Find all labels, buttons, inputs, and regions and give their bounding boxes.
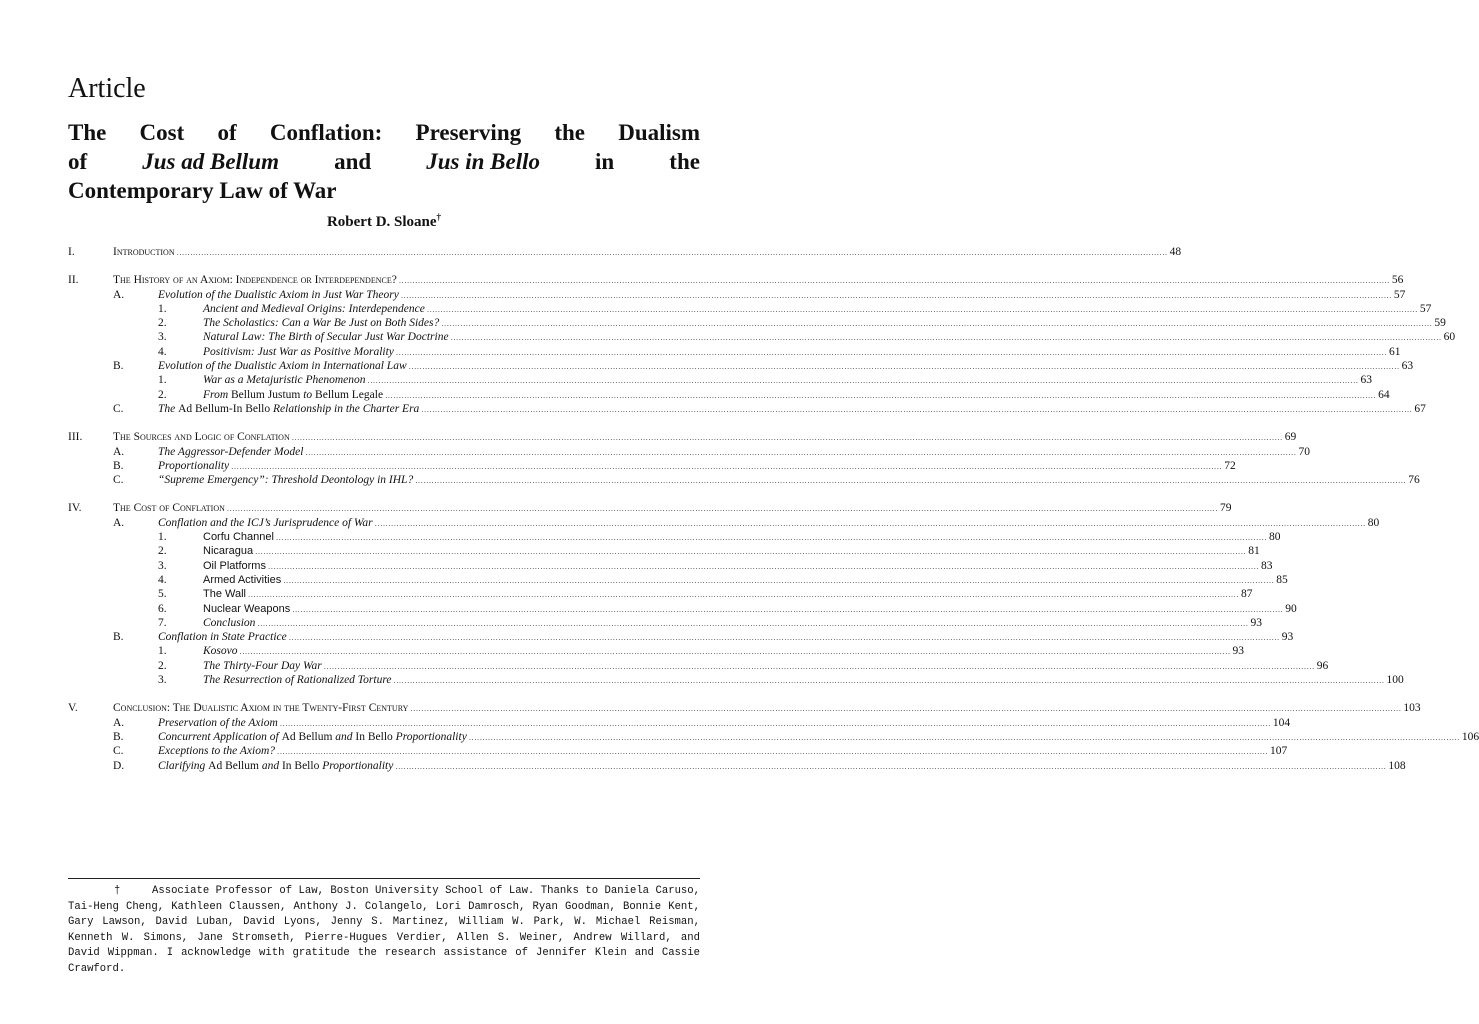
toc-entry-title-part: The Wall	[203, 588, 246, 601]
footnote-divider	[68, 878, 700, 879]
toc-entry-title-part: The Scholastics: Can a War Be Just on Both Sides?	[203, 317, 440, 330]
title-word: of	[217, 120, 237, 145]
toc-entry-page: 67	[1414, 402, 1426, 415]
toc-entry-number: II.	[68, 274, 79, 287]
toc-entry-title	[158, 744, 275, 758]
toc-dot-leader	[409, 360, 1400, 374]
toc-entry-number: V.	[68, 702, 78, 715]
toc-entry[interactable]	[68, 330, 1456, 344]
toc-dot-leader	[276, 531, 1267, 545]
toc-entry-title-part: Clarifying	[158, 759, 209, 772]
toc-entry[interactable]	[68, 701, 1421, 715]
toc-entry-title-part: Ancient and Medieval Origins: Interdependence	[203, 302, 425, 315]
toc-dot-leader	[177, 246, 1168, 260]
title-line-2	[68, 147, 700, 176]
toc-entry-title	[113, 430, 290, 444]
toc-entry-title-part: Proportionality	[392, 730, 467, 743]
toc-entry[interactable]	[68, 402, 1426, 416]
toc-dot-leader	[367, 374, 1358, 388]
toc-entry-title-part: War as a Metajuristic Phenomenon	[203, 374, 366, 387]
toc-entry-title	[203, 316, 439, 330]
toc-dot-leader	[415, 474, 1406, 488]
toc-entry-title-part: Proportionality	[158, 459, 230, 472]
toc-entry-page: 87	[1241, 588, 1253, 601]
toc-entry-page: 85	[1276, 573, 1288, 586]
toc-entry-page: 80	[1367, 516, 1380, 529]
toc-dot-leader	[305, 446, 1296, 460]
toc-dot-leader	[421, 403, 1412, 417]
toc-entry[interactable]	[68, 644, 1245, 658]
title-word: the	[669, 149, 700, 174]
toc-entry[interactable]	[68, 616, 1262, 630]
toc-entry-title	[203, 544, 253, 558]
toc-entry-title-part: Preservation of the Axiom	[158, 716, 278, 729]
toc-entry-title-part: Natural Law: The Birth of Secular Just War Doctrine	[203, 331, 449, 344]
toc-entry-number: B.	[113, 459, 124, 472]
article-title	[68, 118, 700, 205]
toc-entry-number: B.	[113, 631, 124, 644]
toc-entry[interactable]	[68, 501, 1232, 515]
title-word: Preserving	[415, 120, 522, 145]
toc-entry-number: 1.	[158, 531, 167, 544]
toc-entry-title-part: The Cost of Conflation	[113, 502, 225, 515]
toc-entry-number: 2.	[158, 317, 167, 330]
toc-entry-number: III.	[68, 431, 83, 444]
toc-entry[interactable]	[68, 388, 1390, 402]
toc-entry-page: 60	[1443, 331, 1456, 344]
toc-entry[interactable]	[68, 430, 1297, 444]
toc-entry-title-part: and	[258, 759, 282, 772]
toc-dot-leader	[410, 702, 1401, 716]
toc-entry[interactable]	[68, 316, 1446, 330]
toc-entry-title-part: Introduction	[113, 246, 175, 258]
toc-dot-leader	[268, 560, 1259, 574]
toc-entry-title	[203, 673, 391, 687]
toc-entry-page: 83	[1261, 559, 1273, 572]
toc-entry-title-part: Conclusion: The Dualistic Axiom in the Twenty-First Century	[113, 702, 409, 715]
title-word: the	[554, 120, 585, 145]
toc-entry-title	[203, 373, 365, 387]
toc-entry-number: 3.	[158, 331, 167, 344]
toc-entry-title-part: Bellum Justum	[231, 388, 301, 401]
toc-entry[interactable]	[68, 345, 1401, 359]
toc-entry-page: 107	[1270, 745, 1288, 758]
toc-entry[interactable]	[68, 445, 1310, 459]
toc-entry-title-part: Bellum Legale	[315, 388, 384, 401]
toc-dot-leader	[227, 502, 1218, 516]
toc-entry-title-part: Relationship in the Charter Era	[270, 402, 420, 415]
toc-entry[interactable]	[68, 459, 1236, 473]
toc-entry-title-part: Proportionality	[319, 759, 394, 772]
toc-entry-number: 6.	[158, 602, 167, 615]
toc-dot-leader	[283, 574, 1274, 588]
toc-dot-leader	[255, 545, 1246, 559]
toc-entry-page: 70	[1298, 445, 1310, 458]
toc-entry-title	[203, 644, 238, 658]
toc-entry-page: 90	[1285, 602, 1297, 615]
toc-dot-leader	[469, 731, 1460, 745]
toc-entry-title	[158, 716, 278, 730]
toc-entry-title	[203, 530, 274, 544]
toc-entry-number: 4.	[158, 345, 167, 358]
toc-entry-title	[158, 459, 229, 473]
toc-spacer	[68, 687, 700, 701]
toc-entry-number: A.	[113, 288, 125, 301]
toc-entry-page: 56	[1391, 274, 1404, 287]
toc-entry-title-part: Positivism: Just War as Positive Morality	[203, 345, 394, 358]
title-word: The	[68, 120, 107, 145]
toc-entry-number: 2.	[158, 388, 167, 401]
toc-entry-title-part: Conflation and the ICJ’s Jurisprudence of War	[158, 516, 373, 529]
toc-dot-leader	[248, 588, 1239, 602]
toc-entry-title-part: Armed Activities	[203, 573, 282, 586]
toc-entry-number: 2.	[158, 545, 167, 558]
toc-entry-title-part: The Sources and Logic of Conflation	[113, 431, 290, 444]
toc-entry[interactable]	[68, 587, 1253, 601]
toc-dot-leader	[231, 460, 1222, 474]
toc-entry-number: C.	[113, 745, 124, 758]
title-line-3: Contemporary Law of War	[68, 178, 337, 203]
toc-entry-title	[158, 288, 399, 302]
toc-entry-title-part: Kosovo	[203, 645, 238, 658]
toc-entry-number: 3.	[158, 559, 167, 572]
title-word: Cost	[139, 120, 185, 145]
footnote	[68, 884, 700, 978]
toc-entry-page: 63	[1360, 374, 1373, 387]
toc-entry-number: 3.	[158, 674, 167, 687]
toc-entry-page: 93	[1250, 616, 1262, 629]
toc-entry-page: 81	[1248, 545, 1260, 558]
table-of-contents	[68, 245, 1479, 773]
article-label: Article	[68, 73, 146, 104]
toc-entry-title-part: Concurrent Application of	[158, 730, 282, 743]
toc-entry-number: A.	[113, 516, 125, 529]
toc-entry-page: 69	[1284, 431, 1297, 444]
title-word: of	[68, 149, 88, 174]
toc-entry-number: 1.	[158, 302, 167, 315]
toc-entry-page: 93	[1281, 631, 1294, 644]
author-name: Robert D. Sloane	[326, 214, 437, 230]
toc-entry-title	[203, 388, 383, 402]
toc-entry-page: 57	[1419, 302, 1432, 315]
toc-entry-page: 59	[1434, 317, 1446, 330]
toc-entry-title	[203, 587, 246, 601]
toc-entry-title	[203, 602, 290, 616]
title-word: Conflation:	[269, 120, 383, 145]
toc-entry-title-part: Exceptions to the Axiom?	[158, 745, 275, 758]
toc-entry-title-part: From	[203, 388, 232, 401]
title-word: Dualism	[618, 120, 700, 145]
toc-entry-title-part: Ad Bellum	[281, 730, 333, 743]
toc-entry-title	[113, 501, 225, 515]
toc-entry-number: I.	[68, 246, 75, 258]
toc-entry-title	[113, 245, 175, 259]
toc-entry-title	[203, 302, 425, 316]
toc-entry-number: C.	[113, 474, 124, 487]
toc-entry-page: 100	[1386, 674, 1404, 687]
toc-entry-title-part: The Thirty-Four Day War	[203, 659, 322, 672]
toc-entry-page: 104	[1272, 716, 1291, 729]
toc-dot-leader	[401, 289, 1392, 303]
toc-dot-leader	[399, 274, 1390, 288]
toc-dot-leader	[385, 389, 1376, 403]
toc-entry-title-part: “Supreme Emergency”: Threshold Deontology in IHL?	[158, 474, 414, 487]
toc-entry[interactable]	[68, 530, 1281, 544]
toc-entry-title-part: The Resurrection of Rationalized Torture	[203, 674, 392, 687]
toc-entry-page: 80	[1268, 531, 1281, 544]
toc-entry-title	[158, 445, 303, 459]
toc-dot-leader	[292, 603, 1283, 617]
toc-entry-title-part: Ad Bellum	[208, 759, 259, 772]
author-byline	[0, 212, 768, 232]
toc-entry-title	[203, 559, 266, 573]
toc-entry-title-part: and	[332, 730, 356, 743]
toc-entry[interactable]	[68, 559, 1273, 573]
toc-entry-title	[203, 659, 322, 673]
toc-entry-page: 64	[1378, 388, 1390, 401]
toc-entry[interactable]	[68, 573, 1288, 587]
toc-entry-title-part: Nuclear Weapons	[203, 602, 291, 615]
toc-entry-page: 93	[1232, 645, 1245, 658]
toc-entry-title-part: In Bello	[281, 759, 320, 772]
toc-spacer	[68, 416, 700, 430]
toc-entry-title-part: In Bello	[355, 730, 393, 743]
toc-entry-title-part: Ad Bellum-In Bello	[178, 402, 271, 415]
toc-entry-title	[113, 273, 397, 287]
toc-entry[interactable]	[68, 602, 1297, 616]
toc-entry-number: 5.	[158, 588, 167, 601]
toc-entry-page: 96	[1316, 659, 1329, 672]
footnote-text: Associate Professor of Law, Boston University School of Law. Thanks to Daniela Caruso, Tai-Heng Cheng, Kathleen Claussen, Anthony J. Colangelo, Lori Damrosch, Ryan Goodman, Bonnie Kent, Gary Lawson, David Luban, David Lyons, Jenny S. Martinez, William W. Park, W. Michael Reisman, Kenneth W. Simons, Jane Stromseth, Pierre-Hugues Verdier, Allen S. Weiner, Andrew Willard, and David Wippman. I acknowledge with gratitude the research assistance of Jennifer Klein and Cassie Crawford.	[68, 885, 700, 975]
toc-entry-number: 1.	[158, 645, 167, 658]
toc-entry[interactable]	[68, 744, 1288, 758]
toc-entry-number: IV.	[68, 502, 82, 515]
toc-entry-number: D.	[113, 759, 125, 772]
toc-entry-title	[203, 345, 394, 359]
toc-entry-number: 1.	[158, 374, 167, 387]
toc-entry-page: 61	[1388, 345, 1401, 358]
toc-entry-page: 63	[1401, 360, 1414, 373]
toc-dot-leader	[427, 303, 1418, 317]
toc-entry-number: B.	[113, 360, 124, 373]
toc-entry[interactable]	[68, 630, 1294, 644]
toc-entry-number: C.	[113, 402, 124, 415]
toc-entry-number: 2.	[158, 659, 167, 672]
toc-entry[interactable]	[68, 302, 1432, 316]
toc-entry-number: B.	[113, 730, 124, 743]
toc-dot-leader	[280, 717, 1271, 731]
toc-entry-title	[158, 759, 393, 773]
toc-entry[interactable]	[68, 473, 1420, 487]
toc-entry-title	[203, 573, 281, 587]
toc-entry-number: 7.	[158, 616, 167, 629]
toc-entry-page: 76	[1408, 474, 1420, 487]
toc-entry[interactable]	[68, 245, 1182, 259]
toc-entry-number: A.	[113, 716, 125, 729]
toc-entry-page: 72	[1224, 459, 1236, 472]
toc-entry-title-part: Nicaragua	[203, 545, 254, 558]
toc-entry-title-part: The	[158, 402, 179, 415]
toc-entry[interactable]	[68, 659, 1329, 673]
toc-entry-title	[158, 516, 373, 530]
toc-entry-title-part: Conflation in State Practice	[158, 631, 287, 644]
toc-entry[interactable]	[68, 516, 1380, 530]
title-line-1	[68, 118, 700, 147]
toc-entry-title-part: The History of an Axiom: Independence or Interdependence?	[113, 274, 397, 287]
toc-entry-page: 79	[1219, 502, 1232, 515]
toc-entry-page: 103	[1403, 702, 1421, 715]
toc-entry-page: 106	[1461, 730, 1479, 743]
toc-entry-title	[158, 473, 413, 487]
toc-dot-leader	[277, 745, 1268, 759]
toc-entry-title-part: Evolution of the Dualistic Axiom in International Law	[158, 360, 407, 373]
toc-spacer	[68, 259, 700, 273]
toc-entry-page: 48	[1169, 246, 1182, 258]
toc-entry-title-part: Conclusion	[203, 616, 256, 629]
toc-entry[interactable]	[68, 759, 1406, 773]
toc-dot-leader	[441, 317, 1432, 331]
toc-entry-title	[203, 616, 255, 630]
toc-entry-title	[158, 730, 467, 744]
toc-dot-leader	[396, 346, 1387, 360]
toc-spacer	[68, 487, 700, 501]
toc-entry[interactable]	[68, 544, 1260, 558]
toc-dot-leader	[289, 631, 1280, 645]
toc-entry[interactable]	[68, 273, 1404, 287]
toc-dot-leader	[375, 517, 1366, 531]
toc-entry-title-part: to	[300, 388, 316, 401]
toc-entry-title	[158, 359, 407, 373]
toc-entry[interactable]	[68, 359, 1414, 373]
footnote-mark: †	[114, 885, 121, 897]
toc-entry-title	[158, 402, 419, 416]
toc-entry-number: 4.	[158, 573, 167, 586]
author-footnote-mark: †	[436, 212, 442, 222]
toc-entry-title-part: Evolution of the Dualistic Axiom in Just War Theory	[158, 288, 399, 301]
toc-entry-page: 57	[1393, 288, 1406, 301]
title-word: and	[334, 149, 372, 174]
toc-entry-title	[113, 701, 408, 715]
title-italic-term: Jus in Bello	[426, 149, 540, 174]
toc-dot-leader	[451, 331, 1442, 345]
toc-entry-title	[158, 630, 287, 644]
toc-entry[interactable]	[68, 673, 1404, 687]
toc-dot-leader	[395, 760, 1386, 774]
toc-entry-title-part: Oil Platforms	[203, 559, 266, 572]
toc-entry-number: A.	[113, 445, 125, 458]
toc-entry-title-part: The Aggressor-Defender Model	[158, 445, 304, 458]
toc-entry[interactable]	[68, 373, 1373, 387]
toc-entry[interactable]	[68, 288, 1406, 302]
toc-dot-leader	[324, 660, 1315, 674]
toc-dot-leader	[257, 617, 1248, 631]
toc-dot-leader	[393, 674, 1384, 688]
toc-entry-page: 108	[1388, 759, 1406, 772]
toc-entry-title-part: Corfu Channel	[203, 531, 274, 544]
title-italic-term: Jus ad Bellum	[142, 149, 279, 174]
toc-dot-leader	[292, 431, 1283, 445]
toc-entry-title	[203, 330, 449, 344]
title-word: in	[595, 149, 615, 174]
toc-entry[interactable]	[68, 730, 1479, 744]
toc-dot-leader	[240, 645, 1231, 659]
toc-entry[interactable]	[68, 716, 1291, 730]
